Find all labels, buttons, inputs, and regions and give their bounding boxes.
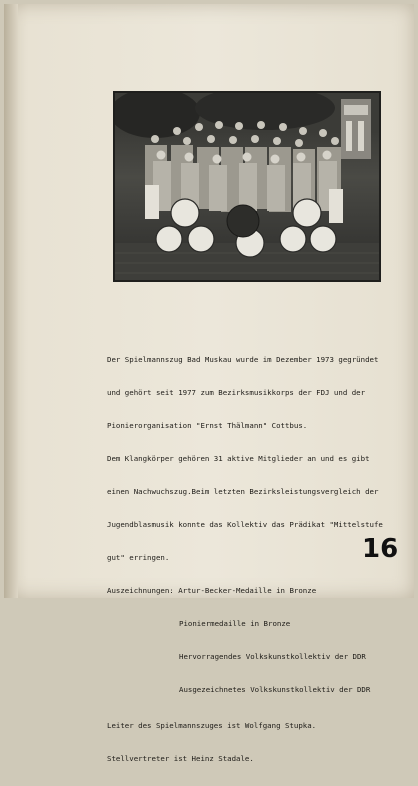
awards-line <box>107 585 407 596</box>
band-photo-illustration <box>115 93 379 280</box>
document-page <box>4 4 414 763</box>
paragraph-line: Der Spielmannszug Bad Muskau wurde im Dezember 1973 gegründet <box>107 355 379 364</box>
paragraph-line: Pionierorganisation "Ernst Thälmann" Cottbus. <box>107 421 308 430</box>
award-item: Hervorragendes Volkskunstkollektiv der DDR <box>179 652 366 661</box>
award-item: Pioniermedaille in Bronze <box>179 619 291 628</box>
page-number: 16 <box>362 534 399 564</box>
page-spine <box>4 4 18 598</box>
closing-line: Leiter des Spielmannszuges ist Wolfgang Stupka. <box>107 721 317 730</box>
paragraph-line: Dem Klangkörper gehören 31 aktive Mitglieder an und es gibt <box>107 454 370 463</box>
awards-label: Auszeichnungen: <box>107 586 174 595</box>
award-item: Ausgezeichnetes Volkskunstkollektiv der DDR <box>179 685 371 694</box>
award-item: Artur-Becker-Medaille in Bronze <box>178 586 317 595</box>
closing-line: Stellvertreter ist Heinz Stadale. <box>107 754 254 763</box>
band-group-photo <box>113 91 381 282</box>
paragraph-line: und gehört seit 1977 zum Bezirksmusikkorps der FDJ und der <box>107 388 366 397</box>
paragraph-line: Jugendblasmusik konnte das Kollektiv das Prädikat "Mittelstufe <box>107 520 383 529</box>
paragraph-line: einen Nachwuchszug.Beim letzten Bezirksleistungsvergleich der <box>107 487 379 496</box>
paragraph-line: gut" erringen. <box>107 553 170 562</box>
